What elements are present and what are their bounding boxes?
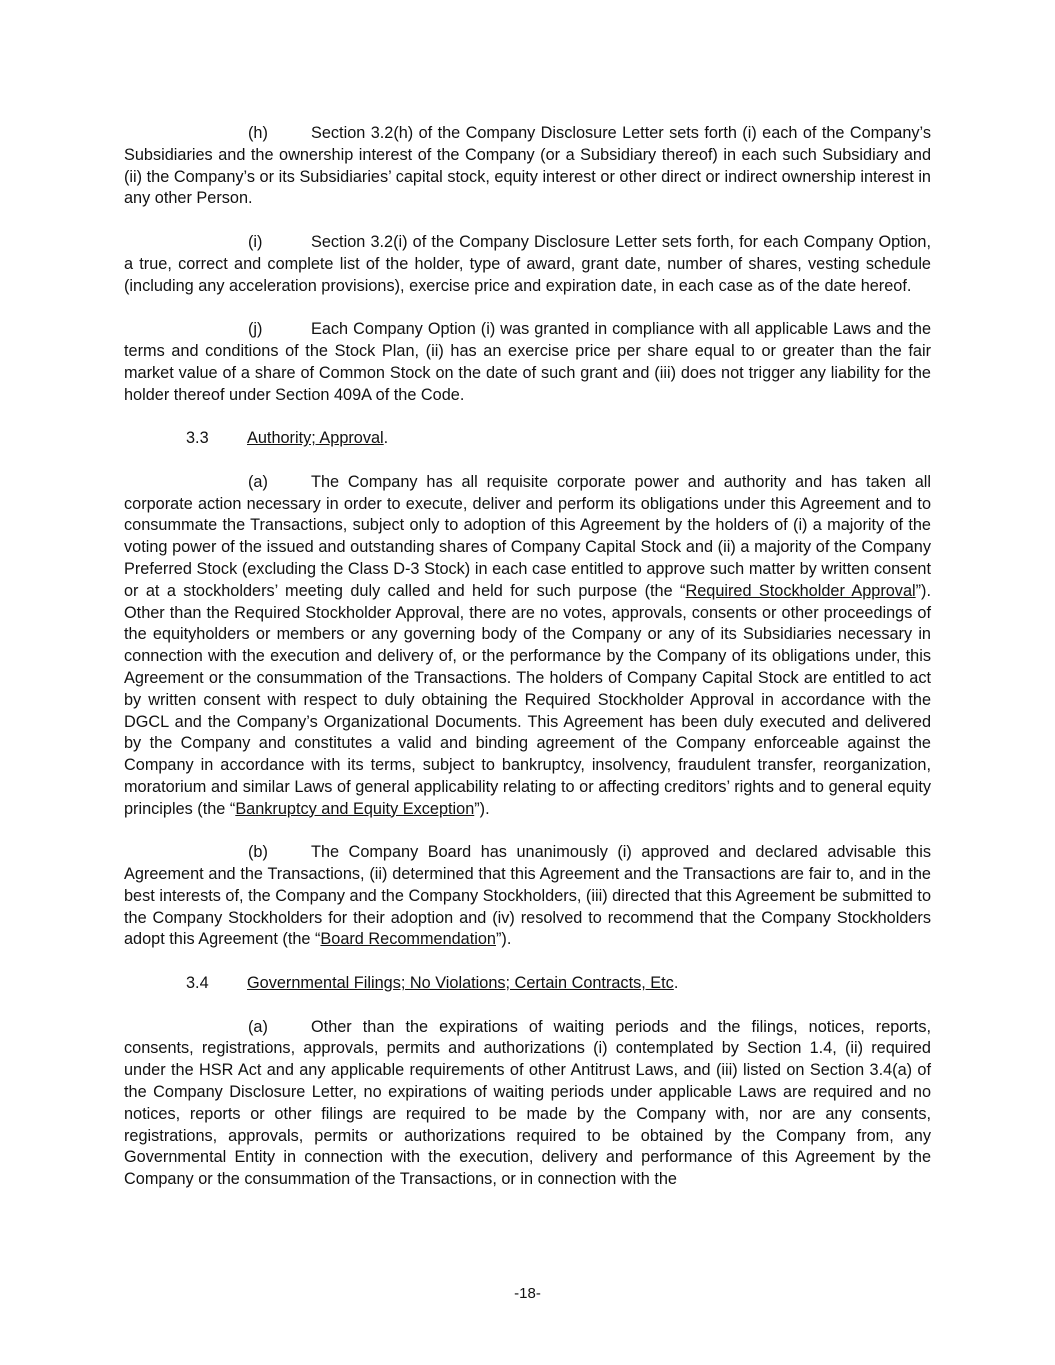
section-heading-3-3 [124, 428, 931, 450]
paragraph-text: Other than the expirations of waiting periods and the filings, notices, reports, consents, registrations, approvals, permits and authorizations (i) contemplated by Section 1.4, (ii) required under the HSR Act and any applicable requirements of other Antitrust Laws, and (iii) listed on Section 3.4(a) of the Company Disclosure Letter, no expirations of waiting periods under applicable Laws are required and no notices, reports or other filings are required to be made by the Company with, nor are any consents, registrations, approvals, permits or authorizations required to be obtained by the Company from, any Governmental Entity in connection with the execution, delivery and performance of this Agreement by the Company or the consummation of the Transactions, or in connection with the [124, 1017, 931, 1189]
section-title: Governmental Filings; No Violations; Certain Contracts, Etc [247, 974, 674, 993]
paragraph-label: (j) [248, 320, 263, 339]
page-number: -18- [514, 1285, 541, 1302]
paragraph-text: ”). Other than the Required Stockholder Approval, there are no votes, approvals, consents or other proceedings of the equityholders or members or any governing body of the Company or any of its Subsidiaries necessary in connection with the execution and delivery of, or the performance by the Company of its obligations under, this Agreement or the consummation of the Transactions. The holders of Company Capital Stock are entitled to act by written consent with respect to duly obtaining the Required Stockholder Approval in accordance with the DGCL and the Company’s Organizational Documents. This Agreement has been duly executed and delivered by the Company and constitutes a valid and binding agreement of the Company enforceable against the Company in accordance with its terms, subject to bankruptcy, insolvency, fraudulent transfer, reorganization, moratorium and similar Laws of general applicability relating to or affecting creditors’ rights and to general equity principles (the “ [124, 581, 931, 818]
paragraph-text: The Company Board has unanimously (i) approved and declared advisable this Agreement and the Transactions, (ii) determined that this Agreement and the Transactions are fair to, and in the best interests of, the Company and the Company Stockholders, (iii) directed that this Agreement be submitted to the Company Stockholders for their adoption and (iv) resolved to recommend that the Company Stockholders adopt this Agreement (the “ [124, 843, 931, 949]
section-title-punct: . [383, 429, 389, 448]
section-title: Authority; Approval [247, 429, 384, 448]
section-heading-3-4 [124, 973, 931, 995]
defined-term: Required Stockholder Approval [685, 581, 916, 600]
section-number: 3.3 [186, 429, 209, 448]
paragraph-text: ”). [474, 799, 490, 818]
paragraph-text: Section 3.2(h) of the Company Disclosure Letter sets forth (i) each of the Company’s Subsidiaries and the ownership interest of the Company (or a Subsidiary thereof) in each such Subsidiary and (ii) the Company’s or its Subsidiaries’ capital stock, equity interest or other direct or indirect ownership interest in any other Person. [124, 124, 931, 208]
paragraph-j [124, 319, 931, 406]
paragraph-label: (a) [248, 1017, 268, 1036]
section-number: 3.4 [186, 974, 209, 993]
paragraph-text: Each Company Option (i) was granted in compliance with all applicable Laws and the terms and conditions of the Stock Plan, (ii) has an exercise price per share equal to or greater than the fair market value of a share of Common Stock on the date of such grant and (iii) does not trigger any liability for the holder thereof under Section 409A of the Code. [124, 320, 931, 404]
document-page [124, 123, 931, 1213]
defined-term: Bankruptcy and Equity Exception [235, 799, 475, 818]
paragraph-label: (h) [248, 124, 268, 142]
paragraph-3-3-a [124, 472, 931, 821]
paragraph-text: Section 3.2(i) of the Company Disclosure Letter sets forth, for each Company Option, a true, correct and complete list of the holder, type of award, grant date, number of shares, vesting schedule (including any acceleration provisions), exercise price and expiration date, in each case as of the date hereof. [124, 232, 931, 295]
section-title-punct: . [673, 974, 679, 993]
paragraph-text: The Company has all requisite corporate power and authority and has taken all corporate action necessary in order to execute, deliver and perform its obligations under this Agreement and to consummate the Transactions, subject only to adoption of this Agreement by the holders of (i) a majority of the voting power of the issued and outstanding shares of Company Capital Stock and (ii) a majority of the Company Preferred Stock (excluding the Class D-3 Stock) in each case entitled to approve such matter by written consent or at a stockholders’ meeting duly called and held for such purpose (the “ [124, 472, 931, 600]
defined-term: Board Recommendation [320, 930, 496, 949]
paragraph-text: ”). [495, 930, 512, 949]
paragraph-label: (a) [248, 472, 268, 491]
paragraph-3-4-a [124, 1017, 931, 1191]
paragraph-label: (b) [248, 843, 268, 862]
paragraph-i [124, 232, 931, 297]
paragraph-h [124, 123, 931, 210]
paragraph-label: (i) [248, 232, 263, 251]
paragraph-3-3-b [124, 842, 931, 951]
